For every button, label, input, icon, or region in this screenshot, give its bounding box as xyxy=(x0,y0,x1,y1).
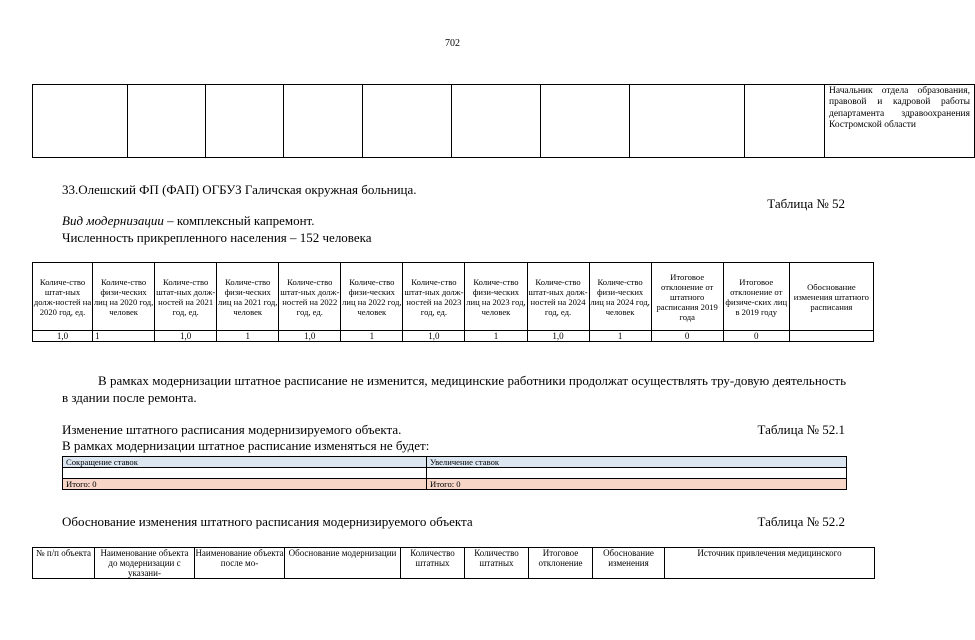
table-52-2-header-cell-9: Источник привлечения медицинского xyxy=(665,548,875,579)
empty-cell xyxy=(363,85,452,158)
table-52-header-cell-10: Количе-ство физи-ческих лиц на 2024 год, человек xyxy=(589,263,651,331)
empty-cell xyxy=(128,85,206,158)
table-52 xyxy=(32,262,874,342)
table-52-header-cell-8: Количе-ство физи-ческих лиц на 2023 год, человек xyxy=(465,263,527,331)
table-52-2-header-cell-8: Обоснование изменения xyxy=(593,548,665,579)
table-52-1 xyxy=(62,456,847,490)
table-52-value-cell-13 xyxy=(789,331,873,342)
table-52-2-header-cell-5: Количество штатных xyxy=(401,548,465,579)
table-52-value-cell-11: 0 xyxy=(651,331,723,342)
table-52-value-cell-3: 1,0 xyxy=(155,331,217,342)
reduction-header: Сокращение ставок xyxy=(63,457,427,468)
table-52-header-cell-6: Количе-ство физи-ческих лиц на 2022 год, человек xyxy=(341,263,403,331)
total-increase: Итого: 0 xyxy=(427,479,847,490)
increase-header: Увеличение ставок xyxy=(427,457,847,468)
table-52-2-header-cell-7: Итоговое отклонение xyxy=(529,548,593,579)
table-52-value-cell-10: 1 xyxy=(589,331,651,342)
table-52-label: Таблица № 52 xyxy=(767,196,845,211)
table-52-2-header-cell-4: Обоснование модернизации xyxy=(285,548,401,579)
table-52-2-header-cell-6: Количество штатных xyxy=(465,548,529,579)
facility-heading: 33.Олешский ФП (ФАП) ОГБУЗ Галичская окружная больница. xyxy=(62,182,417,197)
empty-cell xyxy=(630,85,745,158)
modernization-value: – комплексный капремонт. xyxy=(163,213,315,228)
table-52-2-header-cell-1: № п/п объекта xyxy=(33,548,95,579)
responsible-note: Начальник отдела образования, правовой и кадровой работы департамента здравоохранения Костромской области xyxy=(825,85,975,158)
table-52-header-cell-7: Количе-ство штат-ных долж-ностей на 2023 год, ед. xyxy=(403,263,465,331)
continuation-table xyxy=(32,84,975,158)
table-52-value-cell-12: 0 xyxy=(723,331,789,342)
table-52-header-cell-5: Количе-ство штат-ных долж-ностей на 2022 год, ед. xyxy=(279,263,341,331)
table-52-header-cell-2: Количе-ство физи-ческих лиц на 2020 год, человек xyxy=(93,263,155,331)
section2-title: Изменение штатного расписания модернизируемого объекта. xyxy=(62,422,402,437)
table-52-value-cell-9: 1,0 xyxy=(527,331,589,342)
empty-cell xyxy=(284,85,363,158)
table-52-value-cell-2: 1 xyxy=(93,331,155,342)
table-52-header-cell-9: Количе-ство штат-ных долж-ностей на 2024 год, ед. xyxy=(527,263,589,331)
table-52-2-header-cell-3: Наименование объекта после мо- xyxy=(195,548,285,579)
table-52-value-cell-4: 1 xyxy=(217,331,279,342)
empty-cell xyxy=(452,85,541,158)
paragraph: В рамках модернизации штатное расписание не изменится, медицинские работники продолжат осуществлять тру-довую деятельность в здании после ремонта. xyxy=(62,373,846,405)
empty-cell xyxy=(63,468,427,479)
table-52-header-row xyxy=(33,263,874,331)
empty-cell xyxy=(541,85,630,158)
empty-cell xyxy=(745,85,825,158)
table-52-header-cell-13: Обоснование изменения штатного расписания xyxy=(789,263,873,331)
table-52-value-cell-8: 1 xyxy=(465,331,527,342)
table-52-value-cell-1: 1,0 xyxy=(33,331,93,342)
table-52-header-cell-3: Количе-ство штат-ных долж-ностей на 2021 год, ед. xyxy=(155,263,217,331)
table-52-header-cell-1: Количе-ство штат-ных долж-ностей на 2020 год, ед. xyxy=(33,263,93,331)
empty-cell xyxy=(427,468,847,479)
section3-title: Обоснование изменения штатного расписания модернизируемого объекта xyxy=(62,514,473,529)
modernization-label: Вид модернизации xyxy=(62,213,164,228)
table-52-2-label: Таблица № 52.2 xyxy=(757,514,845,529)
table-52-header-cell-12: Итоговое отклонение от физиче-ских лиц в 2019 году xyxy=(723,263,789,331)
total-reduction: Итого: 0 xyxy=(63,479,427,490)
table-52-2 xyxy=(32,547,875,579)
table-52-header-cell-4: Количе-ство физи-ческих лиц на 2021 год, человек xyxy=(217,263,279,331)
table-52-2-header-cell-2: Наименование объекта до модернизации с указани- xyxy=(95,548,195,579)
table-52-value-cell-7: 1,0 xyxy=(403,331,465,342)
table-52-value-cell-5: 1,0 xyxy=(279,331,341,342)
empty-cell xyxy=(206,85,284,158)
table-52-header-cell-11: Итоговое отклонение от штатного расписания 2019 года xyxy=(651,263,723,331)
empty-cell xyxy=(33,85,128,158)
page-number: 702 xyxy=(445,38,460,49)
section2-subtitle: В рамках модернизации штатное расписание изменяться не будет: xyxy=(62,438,430,453)
table-52-2-header-row xyxy=(33,548,875,579)
table-52-data-row xyxy=(33,331,874,342)
population-text: Численность прикрепленного населения – 152 человека xyxy=(62,230,372,245)
table-52-1-label: Таблица № 52.1 xyxy=(757,422,845,437)
modernization-type xyxy=(62,213,315,229)
table-52-value-cell-6: 1 xyxy=(341,331,403,342)
